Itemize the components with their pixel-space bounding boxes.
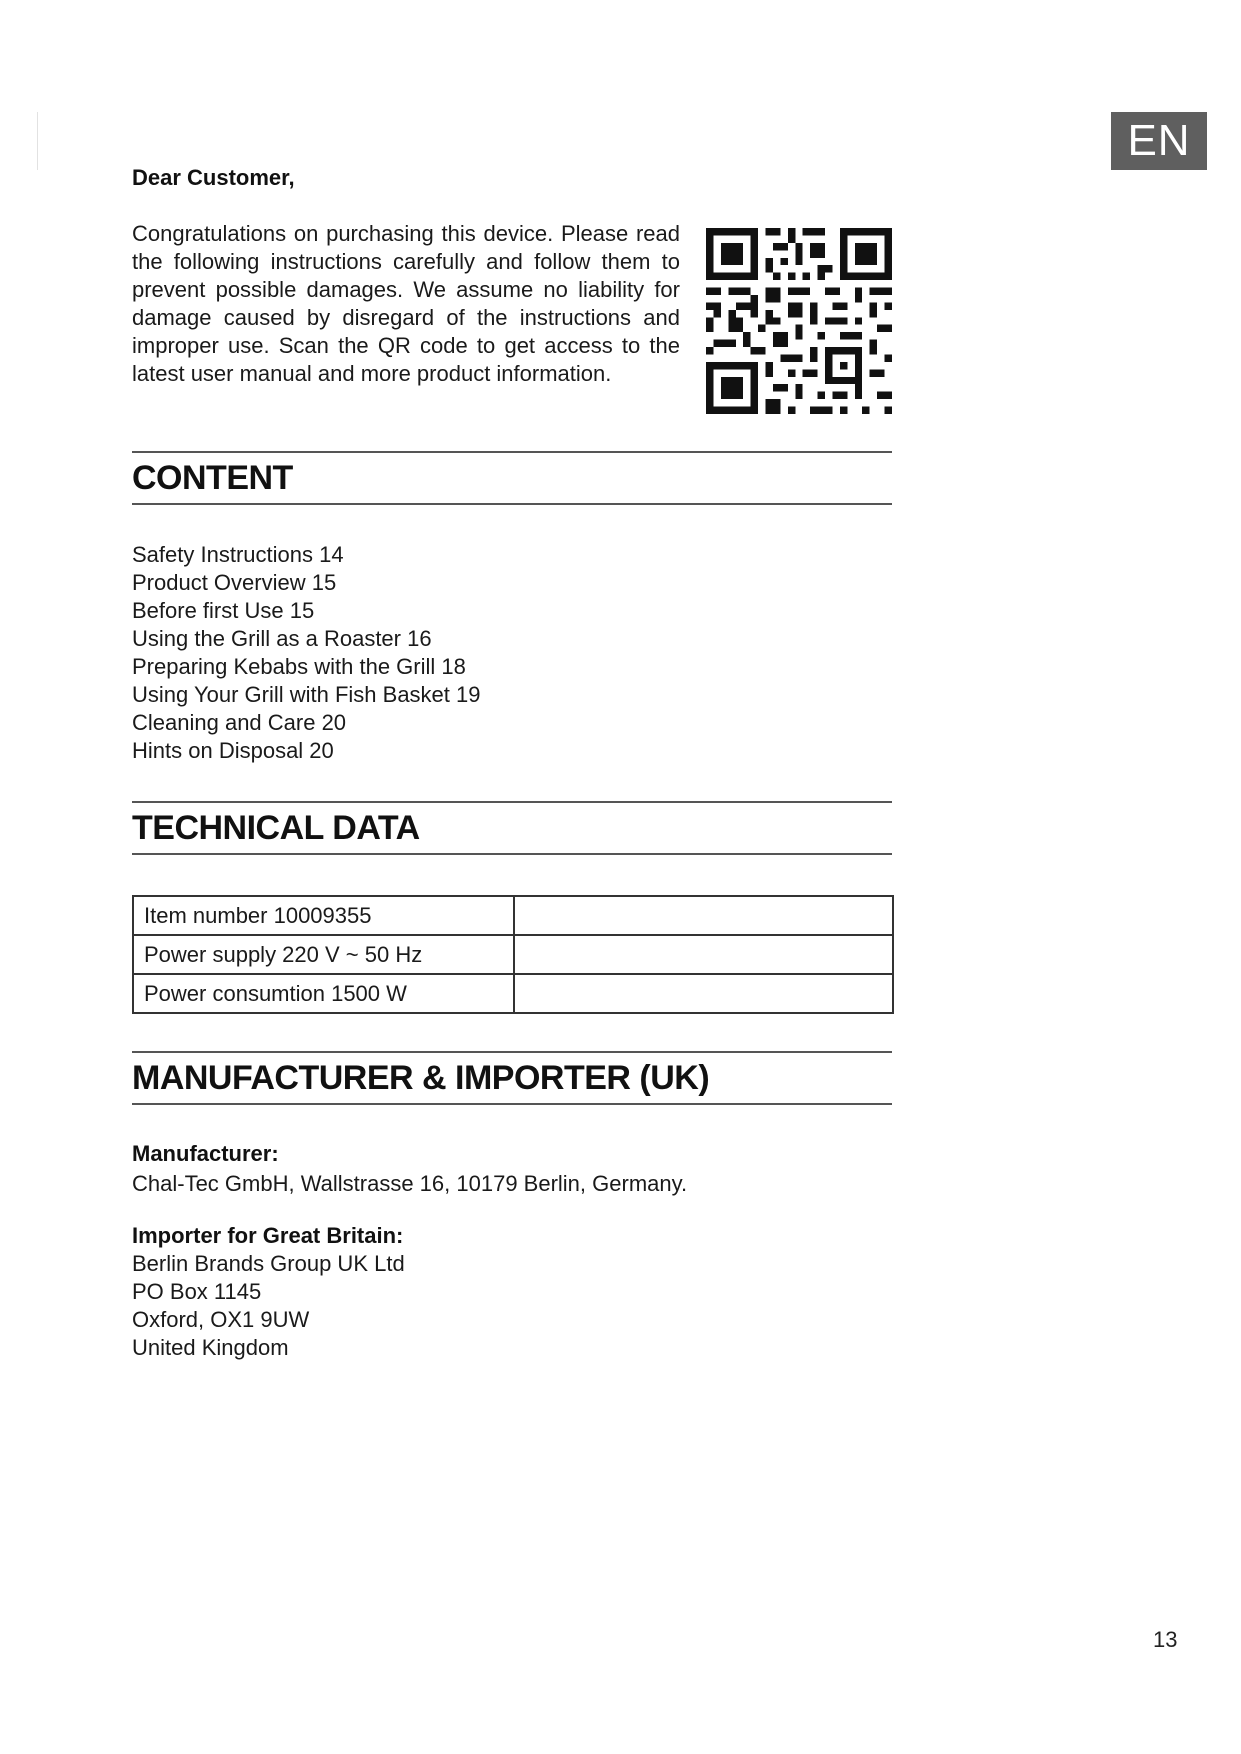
toc-item[interactable]: Safety Instructions 14 bbox=[132, 542, 344, 567]
manufacturer-block bbox=[132, 1139, 687, 1199]
importer-block bbox=[132, 1222, 405, 1362]
qr-code-icon[interactable] bbox=[706, 228, 892, 414]
toc-item[interactable]: Product Overview 15 bbox=[132, 570, 337, 595]
technical-title: TECHNICAL DATA bbox=[132, 809, 420, 847]
manufacturer-address: Chal-Tec GmbH, Wallstrasse 16, 10179 Berlin, Germany. bbox=[132, 1171, 688, 1196]
table-row bbox=[133, 974, 893, 1013]
language-badge: EN bbox=[1111, 112, 1207, 170]
table-cell: Power consumtion 1500 W bbox=[133, 974, 514, 1013]
importer-line: Oxford, OX1 9UW bbox=[132, 1307, 310, 1332]
table-cell-empty bbox=[514, 974, 893, 1013]
greeting: Dear Customer, bbox=[132, 165, 295, 190]
content-title: CONTENT bbox=[132, 459, 293, 497]
table-cell: Power supply 220 V ~ 50 Hz bbox=[133, 935, 514, 974]
toc-item[interactable]: Cleaning and Care 20 bbox=[132, 710, 347, 735]
intro-paragraph: Congratulations on purchasing this device. Please read the following instructions carefully and follow them to prevent possible damages. We assume no liability for damage caused by disregard of the instructions and improper use. Scan the QR code to get access to the latest user manual and more product information. bbox=[132, 221, 680, 386]
toc-item[interactable]: Hints on Disposal 20 bbox=[132, 738, 334, 763]
manufacturer-title: MANUFACTURER & IMPORTER (UK) bbox=[132, 1059, 710, 1097]
table-cell-empty bbox=[514, 935, 893, 974]
toc-item[interactable]: Using Your Grill with Fish Basket 19 bbox=[132, 682, 481, 707]
manufacturer-label: Manufacturer: bbox=[132, 1141, 279, 1166]
content-section-header bbox=[132, 451, 892, 505]
technical-data-table bbox=[132, 895, 894, 1014]
margin-line bbox=[37, 112, 38, 170]
technical-section-header bbox=[132, 801, 892, 855]
manufacturer-section-header bbox=[132, 1051, 892, 1105]
toc-item[interactable]: Preparing Kebabs with the Grill 18 bbox=[132, 654, 466, 679]
importer-line: United Kingdom bbox=[132, 1335, 289, 1360]
toc-item[interactable]: Using the Grill as a Roaster 16 bbox=[132, 626, 432, 651]
importer-line: PO Box 1145 bbox=[132, 1279, 262, 1304]
table-of-contents bbox=[132, 541, 481, 765]
table-row bbox=[133, 935, 893, 974]
importer-label: Importer for Great Britain: bbox=[132, 1223, 404, 1248]
table-cell: Item number 10009355 bbox=[133, 896, 514, 935]
table-cell-empty bbox=[514, 896, 893, 935]
page-number: 13 bbox=[1153, 1627, 1178, 1652]
importer-line: Berlin Brands Group UK Ltd bbox=[132, 1251, 405, 1276]
toc-item[interactable]: Before first Use 15 bbox=[132, 598, 315, 623]
table-row bbox=[133, 896, 893, 935]
